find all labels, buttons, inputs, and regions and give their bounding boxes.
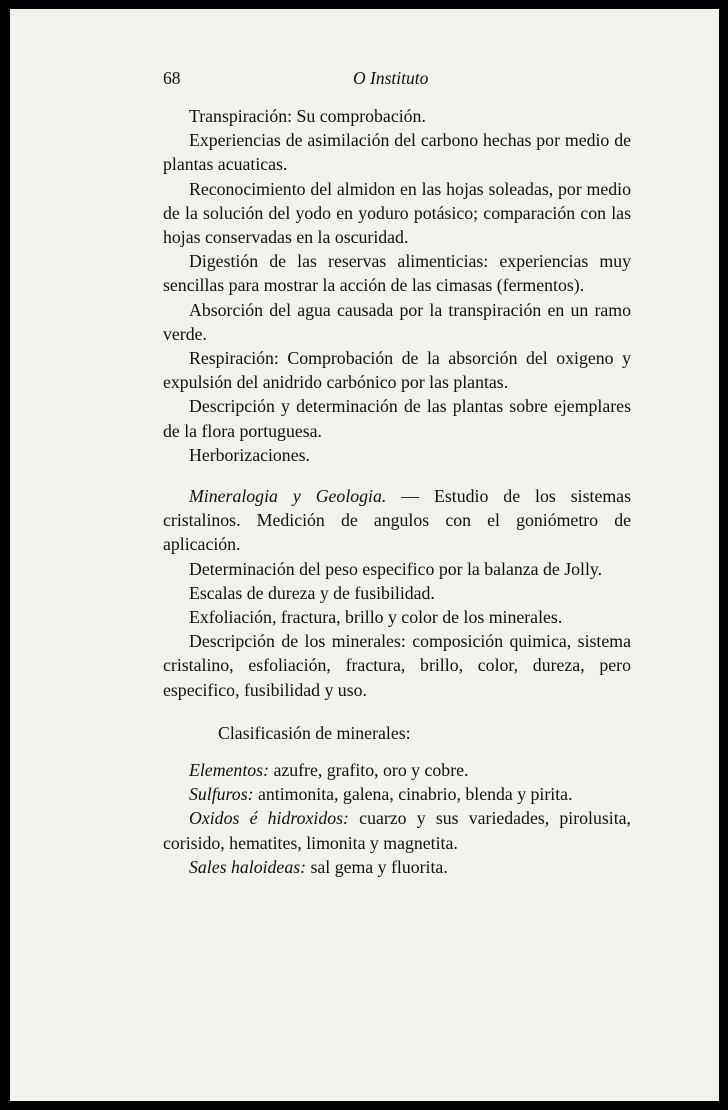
classification-text: sal gema y fluorita. xyxy=(306,856,448,877)
paragraph: Exfoliación, fractura, brillo y color de los minerales. xyxy=(189,607,563,628)
paragraph: Determinación del peso especifico por la balanza de Jolly. xyxy=(189,558,603,579)
paragraph: Absorción del agua causada por la transpiración en un ramo verde. xyxy=(163,299,631,344)
page-number: 68 xyxy=(163,68,181,88)
paragraph: Escalas de dureza y de fusibilidad. xyxy=(189,582,435,603)
running-title: O Instituto xyxy=(353,68,429,88)
paragraph: Respiración: Comprobación de la absorción del oxigeno y expulsión del anidrido carbónico por las plantas. xyxy=(163,348,631,393)
mineralogy-heading: Mineralogia y Geologia. xyxy=(189,486,387,507)
paragraph: Digestión de las reservas alimenticias: experiencias muy sencillas para mostrar la acción de las cimasas (fermentos). xyxy=(163,251,631,296)
paragraph: Herborizaciones. xyxy=(189,444,310,465)
classification-item xyxy=(163,758,631,782)
page-header xyxy=(10,68,719,98)
classification-label: Sulfuros: xyxy=(189,784,254,805)
classification-label: Oxidos é hidroxidos: xyxy=(189,808,349,829)
paragraph: Descripción de los minerales: composición quimica, sistema cristalino, esfoliación, fractura, brillo, color, dureza, pero especifico, fusibilidad y uso. xyxy=(163,631,631,700)
mineralogy-paragraph xyxy=(163,484,631,557)
classification-item xyxy=(163,782,631,806)
classification-label: Sales haloideas: xyxy=(189,856,307,877)
classification-item xyxy=(163,855,631,879)
classification-item xyxy=(163,806,631,854)
paragraph: Descripción y determinación de las plantas sobre ejemplares de la flora portuguesa. xyxy=(163,396,631,441)
body-text xyxy=(163,104,631,879)
paragraph: Transpiración: Su comprobación. xyxy=(189,106,426,126)
classification-text: cuarzo y sus variedades, pirolusita, corisido, hematites, limonita y magnetita. xyxy=(163,808,632,853)
classification-label: Elementos: xyxy=(189,760,269,781)
classification-heading: Clasificasión de minerales: xyxy=(218,722,411,743)
classification-text: azufre, grafito, oro y cobre. xyxy=(269,760,469,781)
book-page xyxy=(10,9,719,1101)
mineralogy-text: — Estudio de los sistemas cristalinos. Medición de angulos con el goniómetro de aplicación. xyxy=(163,486,631,555)
paragraph: Experiencias de asimilación del carbono hechas por medio de plantas acuaticas. xyxy=(163,130,631,175)
classification-text: antimonita, galena, cinabrio, blenda y pirita. xyxy=(253,784,573,805)
paragraph: Reconocimiento del almidon en las hojas soleadas, por medio de la solución del yodo en yoduro potásico; comparación con las hojas conservadas en la oscuridad. xyxy=(163,178,631,248)
